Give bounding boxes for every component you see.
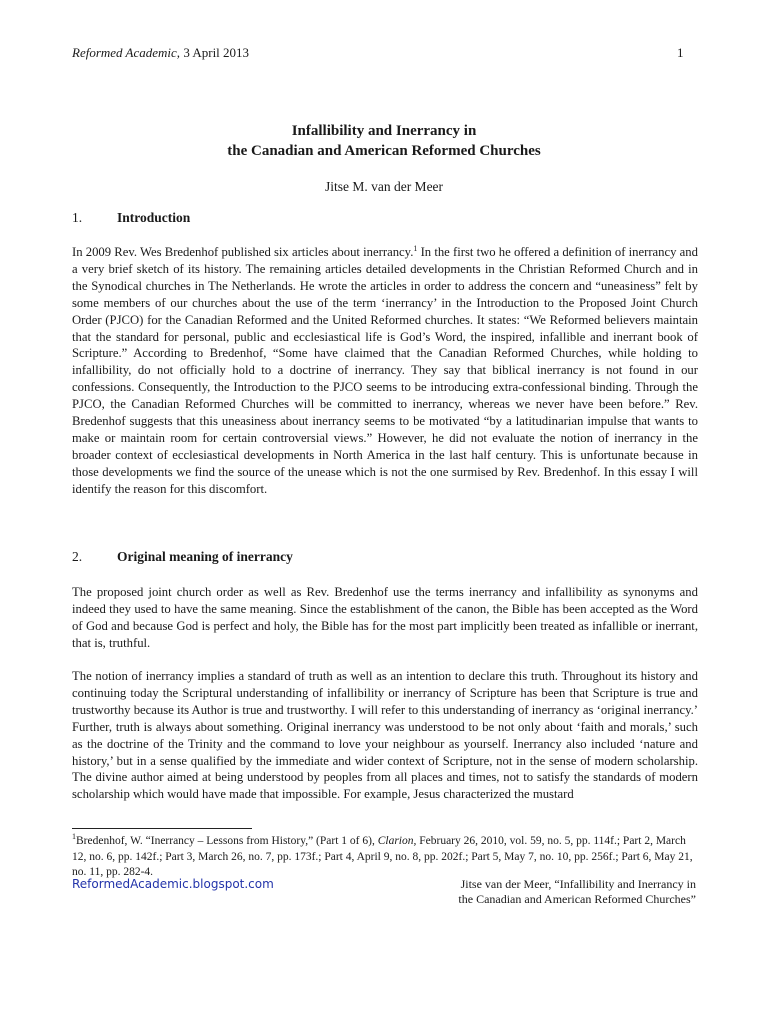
paragraph-text: In 2009 Rev. Wes Bredenhof published six articles about inerrancy. [72,245,414,259]
footer-citation-line-1: Jitse van der Meer, “Infallibility and Inerrancy in [460,877,696,891]
header-journal: Reformed Academic, [72,45,181,60]
page-number: 1 [677,45,684,60]
section-heading-introduction [72,210,190,226]
title-line-1: Infallibility and Inerrancy in [291,123,477,139]
running-header [72,45,249,61]
footer-citation-line-2: the Canadian and American Reformed Churches” [458,892,696,906]
header-date: 3 April 2013 [183,45,250,60]
footnote-journal: Clarion, [377,835,417,847]
footer-blog-link[interactable]: ReformedAcademic.blogspot.com [72,877,274,891]
title-line-2: the Canadian and American Reformed Churches [227,143,541,159]
section-number: 1. [72,210,83,225]
section-number: 2. [72,549,83,564]
original-meaning-paragraph-1: The proposed joint church order as well as Rev. Bredenhof use the terms inerrancy and infallibility as synonyms and indeed they used to have the same meaning. Since the establishment of the canon, the Bible has been accepted as the Word of God and because God is perfect and holy, the Bible has for the most part implicitly been treated as infallible or inerrant, that is, truthful. [72,585,698,650]
document-title [72,121,696,161]
footnote [72,834,698,881]
introduction-paragraph [72,244,698,498]
footer-citation [458,877,696,907]
section-title: Original meaning of inerrancy [117,549,293,564]
section-heading-original-meaning [72,549,293,565]
footnote-text: February 26, 2010, vol. 59, no. 5, pp. 114f.; Part 2, March 12, no. 6, pp. 142f.; Part 3, March 26, no. 7, pp. 173f.; Part 4, April 9, no. 8, pp. 202f.; Part 5, May 7, no. 10, pp. 256f.; Part 6, May 21, no. 11, pp. 282-4. [72,835,693,878]
section-title: Introduction [117,210,191,225]
footnote-divider [72,828,252,829]
footnote-reference[interactable]: 1 [413,243,418,253]
footnote-marker: 1 [72,832,76,842]
paragraph-text: In the first two he offered a definition of inerrancy and a very brief sketch of its history. The remaining articles detailed developments in the Christian Reformed Church and in the Synodical churches in The Netherlands. He wrote the articles in order to address the concern and “uneasiness” felt by some members of our churches about the use of the term ‘inerrancy’ in the Introduction to the Proposed Joint Church Order (PJCO) for the Canadian Reformed and the United Reformed churches. It states: “We Reformed believers maintain that the standard for personal, public and ecclesiastical life is God’s Word, the inspired, infallible and inerrant book of Scripture.” According to Bredenhof, “Some have claimed that the Canadian Reformed Churches, while holding to infallibility, do not officially hold to a doctrine of inerrancy. They say that biblical inerrancy is not found in our confessions. Consequently, the Introduction to the PJCO seems to be introducing extra-confessional binding. Through the PJCO, the Canadian Reformed Churches will be committed to inerrancy, whereas we never have been before.” Rev. Bredenhof suggests that this uneasiness about inerrancy seems to be motivated “by a latitudinarian impulse that wants to make or maintain room for certain controversial views.” However, he did not evaluate the notion of inerrancy in the broader context of ecclesiastical developments in North America in the last half century. This is unfortunate because in those developments we find the source of the unease which is not the one surmised by Rev. Bredenhof. In this essay I will identify the reason for this discomfort. [72,245,698,496]
original-meaning-paragraph-2: The notion of inerrancy implies a standard of truth as well as an intention to declare this truth. Throughout its history and continuing today the Scriptural understanding of infallibility or inerrancy of Scripture has been that Scripture is true and trustworthy because its Author is true and trustworthy. I will refer to this understanding of inerrancy as ‘original inerrancy.’ Further, truth is always about something. Original inerrancy was understood to be not only about ‘faith and morals,’ such as the doctrine of the Trinity and the command to love your neighbour as yourself. Inerrancy also included ‘nature and history,’ but in a sense qualified by the immediate and wider context of Scripture, not in the sense of modern scholarship. The divine author aimed at being understood by peoples from all places and times, not to satisfy the standards of modern scholarship which would have made that impossible. For example, Jesus characterized the mustard [72,669,698,802]
footnote-text: Bredenhof, W. “Inerrancy – Lessons from History,” (Part 1 of 6), [76,835,378,847]
author-name: Jitse M. van der Meer [324,179,444,194]
